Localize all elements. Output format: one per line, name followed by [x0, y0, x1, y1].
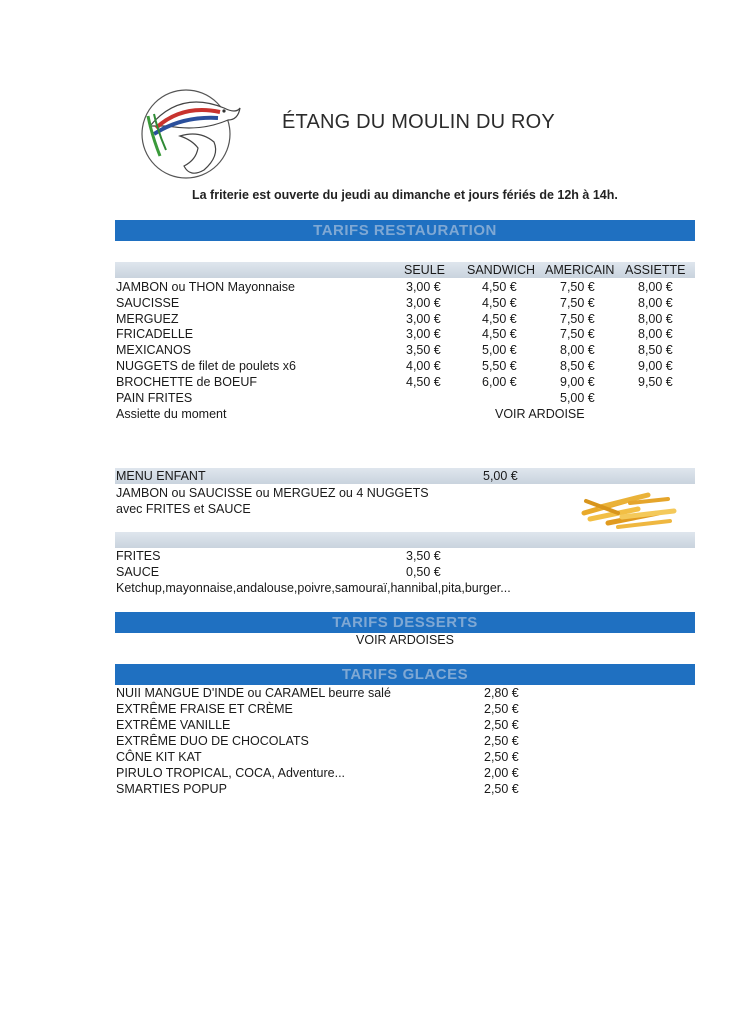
glace-row: [116, 750, 696, 766]
item-name: SAUCE: [116, 565, 160, 579]
item-price: 2,80 €: [484, 686, 519, 700]
separator-band: [115, 532, 695, 548]
glace-row: [116, 686, 696, 702]
price-sandwich: 4,50 €: [482, 280, 517, 294]
item-name: PAIN FRITES: [116, 391, 193, 405]
price-americain: 7,50 €: [560, 312, 595, 326]
glace-row: [116, 766, 696, 782]
menu-enfant-price: 5,00 €: [483, 469, 518, 483]
item-name: NUII MANGUE D'INDE ou CARAMEL beurre salé: [116, 686, 391, 700]
column-header-assiette: ASSIETTE: [625, 263, 686, 277]
section-band-desserts: [115, 612, 695, 633]
section-heading: TARIFS GLACES: [341, 666, 469, 683]
price-assiette: 8,00 €: [638, 280, 673, 294]
price-seule: 3,00 €: [406, 296, 441, 310]
section-heading: TARIFS RESTAURATION: [313, 222, 497, 239]
menu-enfant-line2: avec FRITES et SAUCE: [116, 502, 251, 516]
fries-image: [578, 487, 682, 531]
column-header-seule: SEULE: [404, 263, 445, 277]
menu-enfant-label: MENU ENFANT: [116, 469, 206, 483]
glace-row: [116, 734, 696, 750]
price-assiette: 8,00 €: [638, 296, 673, 310]
price-sandwich: 4,50 €: [482, 312, 517, 326]
price-sandwich: 6,00 €: [482, 375, 517, 389]
column-header-americain: AMERICAIN: [545, 263, 615, 277]
section-heading: TARIFS DESSERTS: [332, 614, 478, 631]
price-assiette: 8,50 €: [638, 343, 673, 357]
price-americain: 7,50 €: [560, 280, 595, 294]
menu-row: [116, 327, 696, 343]
item-name: JAMBON ou THON Mayonnaise: [116, 280, 295, 294]
item-price: 3,50 €: [406, 549, 441, 563]
menu-row-assiette-moment: [116, 407, 696, 423]
item-name: EXTRÊME VANILLE: [116, 718, 231, 732]
item-name: BROCHETTE de BOEUF: [116, 375, 257, 389]
item-name: MERGUEZ: [116, 312, 179, 326]
item-name: CÔNE KIT KAT: [116, 750, 202, 764]
page-title: ÉTANG DU MOULIN DU ROY: [282, 111, 555, 133]
item-name: FRICADELLE: [116, 327, 194, 341]
price-americain: 7,50 €: [560, 296, 595, 310]
glace-row: [116, 718, 696, 734]
voir-ardoise-note: VOIR ARDOISE: [495, 407, 585, 421]
price-assiette: 8,00 €: [638, 312, 673, 326]
price-sandwich: 4,50 €: [482, 327, 517, 341]
price-sandwich: 5,00 €: [482, 343, 517, 357]
price-americain: 5,00 €: [560, 391, 595, 405]
side-row-sauce: [116, 565, 696, 581]
item-name: MEXICANOS: [116, 343, 192, 357]
item-name: SMARTIES POPUP: [116, 782, 227, 796]
section-band-glaces: [115, 664, 695, 685]
item-name: FRITES: [116, 549, 161, 563]
item-name: Assiette du moment: [116, 407, 227, 421]
price-americain: 8,00 €: [560, 343, 595, 357]
price-assiette: 8,00 €: [638, 327, 673, 341]
price-americain: 7,50 €: [560, 327, 595, 341]
price-seule: 4,00 €: [406, 359, 441, 373]
item-price: 0,50 €: [406, 565, 441, 579]
item-name: PIRULO TROPICAL, COCA, Adventure...: [116, 766, 346, 780]
item-name: EXTRÊME DUO DE CHOCOLATS: [116, 734, 309, 748]
opening-hours: La friterie est ouverte du jeudi au dimanche et jours fériés de 12h à 14h.: [192, 188, 618, 202]
item-name: NUGGETS de filet de poulets x6: [116, 359, 296, 373]
desserts-note: VOIR ARDOISES: [356, 633, 454, 647]
item-price: 2,50 €: [484, 782, 519, 796]
menu-row: [116, 375, 696, 391]
price-assiette: 9,00 €: [638, 359, 673, 373]
menu-row: [116, 343, 696, 359]
item-price: 2,50 €: [484, 750, 519, 764]
column-header-sandwich: SANDWICH: [467, 263, 536, 277]
item-name: SAUCISSE: [116, 296, 180, 310]
item-price: 2,00 €: [484, 766, 519, 780]
item-price: 2,50 €: [484, 734, 519, 748]
price-assiette: 9,50 €: [638, 375, 673, 389]
menu-row: [116, 312, 696, 328]
price-americain: 8,50 €: [560, 359, 595, 373]
menu-row: [116, 280, 696, 296]
price-americain: 9,00 €: [560, 375, 595, 389]
fish-logo-icon: [140, 86, 244, 182]
menu-row-pain-frites: [116, 391, 696, 407]
price-seule: 4,50 €: [406, 375, 441, 389]
price-sandwich: 4,50 €: [482, 296, 517, 310]
sauces-list: Ketchup,mayonnaise,andalouse,poivre,samouraï,hannibal,pita,burger...: [116, 581, 511, 595]
item-name: EXTRÊME FRAISE ET CRÈME: [116, 702, 293, 716]
item-price: 2,50 €: [484, 702, 519, 716]
menu-row: [116, 359, 696, 375]
glace-row: [116, 702, 696, 718]
price-seule: 3,00 €: [406, 280, 441, 294]
section-band-restauration: [115, 220, 695, 241]
price-seule: 3,00 €: [406, 327, 441, 341]
price-sandwich: 5,50 €: [482, 359, 517, 373]
price-seule: 3,50 €: [406, 343, 441, 357]
menu-enfant-line1: JAMBON ou SAUCISSE ou MERGUEZ ou 4 NUGGETS: [116, 486, 429, 500]
price-seule: 3,00 €: [406, 312, 441, 326]
glace-row: [116, 782, 696, 798]
item-price: 2,50 €: [484, 718, 519, 732]
side-row-frites: [116, 549, 696, 565]
menu-row: [116, 296, 696, 312]
